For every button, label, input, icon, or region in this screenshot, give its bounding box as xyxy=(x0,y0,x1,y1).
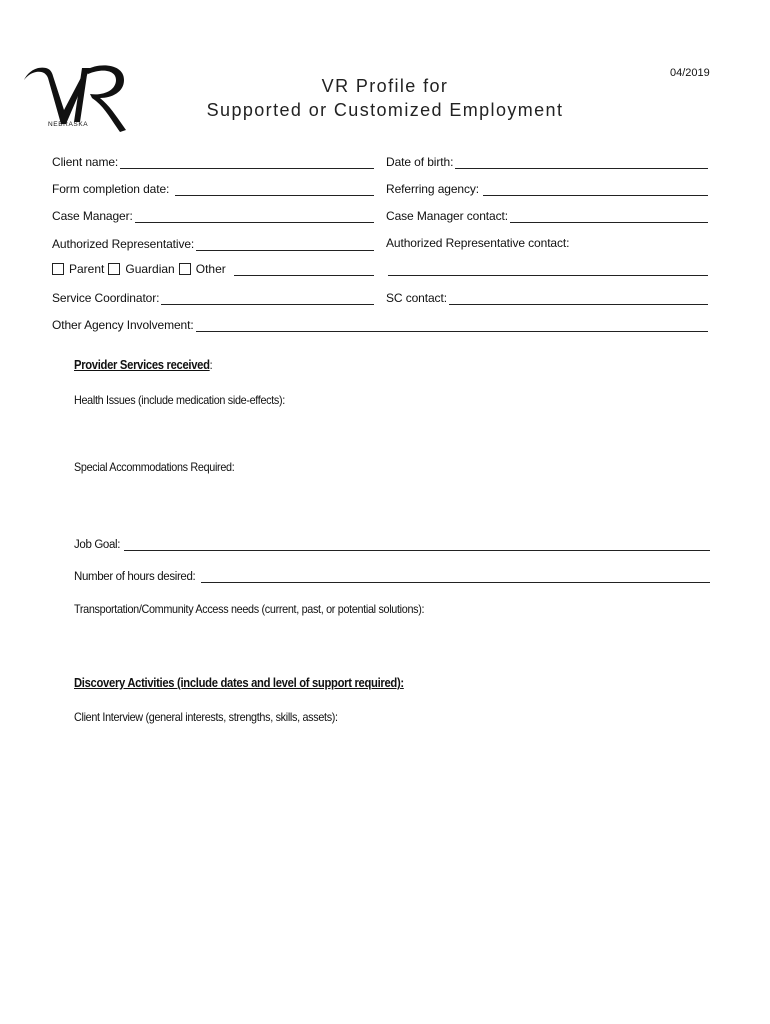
case-manager-label: Case Manager: xyxy=(52,209,133,223)
referring-agency-input[interactable] xyxy=(483,181,708,196)
other-agency-involvement-field[interactable] xyxy=(52,317,708,332)
other-checkbox[interactable] xyxy=(179,263,191,275)
authorized-representative-field[interactable] xyxy=(52,236,374,251)
case-manager-contact-label: Case Manager contact: xyxy=(386,209,508,223)
parent-checkbox[interactable] xyxy=(52,263,64,275)
hours-desired-field[interactable] xyxy=(74,568,710,583)
client-name-field[interactable] xyxy=(52,154,374,169)
client-name-input[interactable] xyxy=(120,154,374,169)
other-checkbox-label: Other xyxy=(195,261,226,276)
provider-services-heading-text: Provider Services received xyxy=(74,358,210,372)
health-issues-label: Health Issues (include medication side-effects): xyxy=(74,393,285,407)
discovery-activities-heading xyxy=(74,676,404,690)
special-accommodations-label: Special Accommodations Required: xyxy=(74,460,235,474)
referring-agency-field[interactable] xyxy=(386,181,708,196)
case-manager-contact-field[interactable] xyxy=(386,208,708,223)
case-manager-field[interactable] xyxy=(52,208,374,223)
other-specify-input[interactable] xyxy=(234,261,374,276)
authorized-representative-contact-field xyxy=(386,236,708,250)
transportation-label: Transportation/Community Access needs (current, past, or potential solutions): xyxy=(74,602,425,616)
hours-desired-label: Number of hours desired: xyxy=(74,571,196,583)
authorized-representative-contact-label: Authorized Representative contact: xyxy=(386,236,570,250)
transportation-textarea[interactable] xyxy=(74,620,708,670)
page-title-line2: Supported or Customized Employment xyxy=(206,100,564,120)
service-coordinator-field[interactable] xyxy=(52,290,374,305)
health-issues-textarea[interactable] xyxy=(74,410,708,458)
other-agency-involvement-label: Other Agency Involvement: xyxy=(52,318,194,332)
referring-agency-label: Referring agency: xyxy=(386,182,480,196)
revision-date: 04/2019 xyxy=(670,67,710,79)
date-of-birth-field[interactable] xyxy=(386,154,708,169)
job-goal-input[interactable] xyxy=(124,536,710,551)
case-manager-contact-input[interactable] xyxy=(510,208,708,223)
representative-type-checkboxes xyxy=(52,261,374,276)
service-coordinator-label: Service Coordinator: xyxy=(52,291,160,305)
parent-checkbox-label: Parent xyxy=(69,261,105,276)
client-interview-textarea[interactable] xyxy=(74,728,708,988)
client-interview-label: Client Interview (general interests, strengths, skills, assets): xyxy=(74,710,338,724)
sc-contact-field[interactable] xyxy=(386,290,708,305)
special-accommodations-textarea[interactable] xyxy=(74,477,708,529)
authorized-representative-contact-input[interactable] xyxy=(388,275,708,276)
date-of-birth-input[interactable] xyxy=(455,154,708,169)
logo-subtext: NEBRASKA xyxy=(48,121,89,128)
vr-nebraska-logo xyxy=(20,58,136,138)
hours-desired-input[interactable] xyxy=(201,568,710,583)
sc-contact-input[interactable] xyxy=(449,290,708,305)
other-agency-involvement-input[interactable] xyxy=(196,317,708,332)
authorized-representative-label: Authorized Representative: xyxy=(52,237,195,251)
authorized-representative-input[interactable] xyxy=(196,236,374,251)
page-title-line1: VR Profile for xyxy=(321,76,449,96)
form-completion-date-label: Form completion date: xyxy=(52,182,170,196)
provider-services-heading xyxy=(74,358,212,372)
job-goal-field[interactable] xyxy=(74,536,710,551)
discovery-activities-heading-text: Discovery Activities (include dates and level of support required): xyxy=(74,676,404,690)
case-manager-input[interactable] xyxy=(135,208,374,223)
client-name-label: Client name: xyxy=(52,155,119,169)
guardian-checkbox-label: Guardian xyxy=(125,261,175,276)
service-coordinator-input[interactable] xyxy=(161,290,374,305)
form-completion-date-input[interactable] xyxy=(175,181,374,196)
provider-services-heading-colon: : xyxy=(209,358,213,372)
sc-contact-label: SC contact: xyxy=(386,291,447,305)
guardian-checkbox[interactable] xyxy=(108,263,120,275)
form-completion-date-field[interactable] xyxy=(52,181,374,196)
job-goal-label: Job Goal: xyxy=(74,539,121,551)
date-of-birth-label: Date of birth: xyxy=(386,155,454,169)
